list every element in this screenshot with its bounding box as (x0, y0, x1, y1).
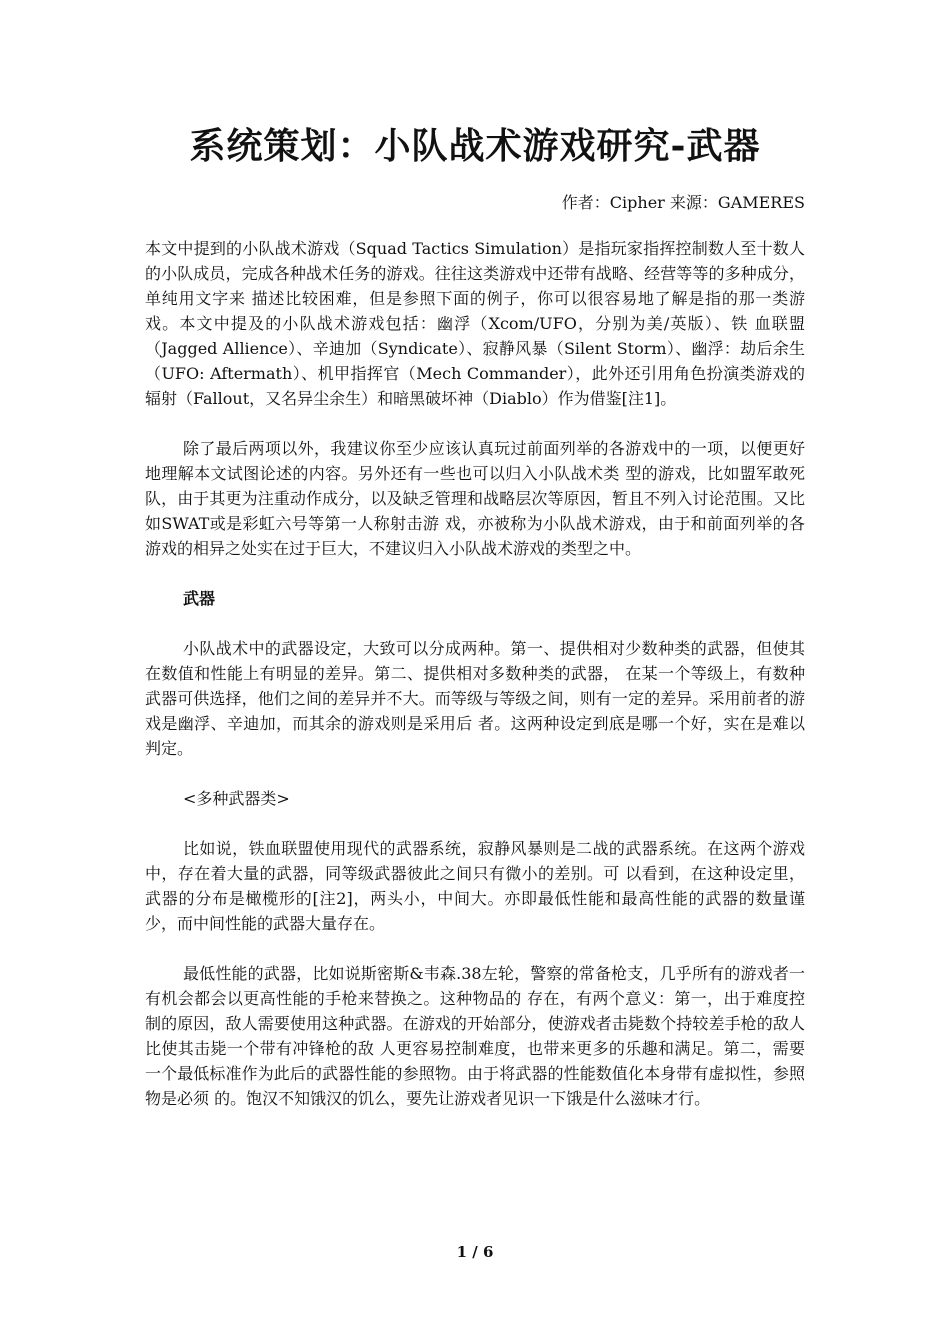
section-heading-weapons: 武器 (183, 589, 216, 608)
weapon-distribution-paragraph: 比如说，铁血联盟使用现代的武器系统，寂静风暴则是二战的武器系统。在这两个游戏中，存在着大量的武器，同等级武器彼此之间只有微小的差别。可 以看到，在这种设定里，武器的分布是橄榄形的[注2]，两头小，中间大。亦即最低性能和最高性能的武器的数量谨少，而中间性能的武器大量存在。 (145, 839, 805, 933)
intro-paragraph: 本文中提到的小队战术游戏（Squad Tactics Simulation）是指玩家指挥控制数人至十数人的小队成员，完成各种战术任务的游戏。往往这类游戏中还带有战略、经营等等的多种成分，单纯用文字来 描述比较困难，但是参照下面的例子，你可以很容易地了解是指的那一类游戏。本文中提及的小队战术游戏包括：幽浮（Xcom/UFO，分别为美/英版）、铁 血联盟（Jagged Allience）、辛迪加（Syndicate）、寂静风暴（Silent Storm）、幽浮：劫后余生（UFO: Aftermath）、机甲指挥官（Mech Commander），此外还引用角色扮演类游戏的辐射（Fallout，又名异尘余生）和暗黑破坏神（Diablo）作为借鉴[注1]。 (145, 239, 805, 408)
author-source-line: 作者：Cipher 来源：GAMERES (561, 193, 805, 212)
scope-paragraph: 除了最后两项以外，我建议你至少应该认真玩过前面列举的各游戏中的一项，以便更好地理解本文试图论述的内容。另外还有一些也可以归入小队战术类 型的游戏，比如盟军敢死队，由于其更为注重动作成分，以及缺乏管理和战略层次等原因，暂且不列入讨论范围。又比如SWAT或是彩虹六号等第一人称射击游 戏，亦被称为小队战术游戏，由于和前面列举的各游戏的相异之处实在过于巨大，不建议归入小队战术游戏的类型之中。 (145, 439, 805, 558)
page-title: 系统策划：小队战术游戏研究-武器 (189, 125, 761, 167)
subsection-heading-multi-weapon: <多种武器类> (183, 789, 290, 808)
page-number: 1 / 6 (456, 1243, 494, 1261)
article-body (145, 236, 805, 1136)
lowest-weapon-paragraph: 最低性能的武器，比如说斯密斯&韦森.38左轮，警察的常备枪支，几乎所有的游戏者一有机会都会以更高性能的手枪来替换之。这种物品的 存在，有两个意义：第一，出于难度控制的原因，敌人需要使用这种武器。在游戏的开始部分，使游戏者击毙数个持较差手枪的敌人比使其击毙一个带有冲锋枪的敌 人更容易控制难度，也带来更多的乐趣和满足。第二，需要一个最低标准作为此后的武器性能的参照物。由于将武器的性能数值化本身带有虚拟性，参照物是必须 的。饱汉不知饿汉的饥么，要先让游戏者见识一下饿是什么滋味才行。 (145, 964, 805, 1108)
weapons-overview-paragraph: 小队战术中的武器设定，大致可以分成两种。第一、提供相对少数种类的武器，但使其在数值和性能上有明显的差异。第二、提供相对多数种类的武器， 在某一个等级上，有数种武器可供选择，他们之间的差异并不大。而等级与等级之间，则有一定的差异。采用前者的游戏是幽浮、辛迪加，而其余的游戏则是采用后 者。这两种设定到底是哪一个好，实在是难以判定。 (145, 639, 805, 758)
